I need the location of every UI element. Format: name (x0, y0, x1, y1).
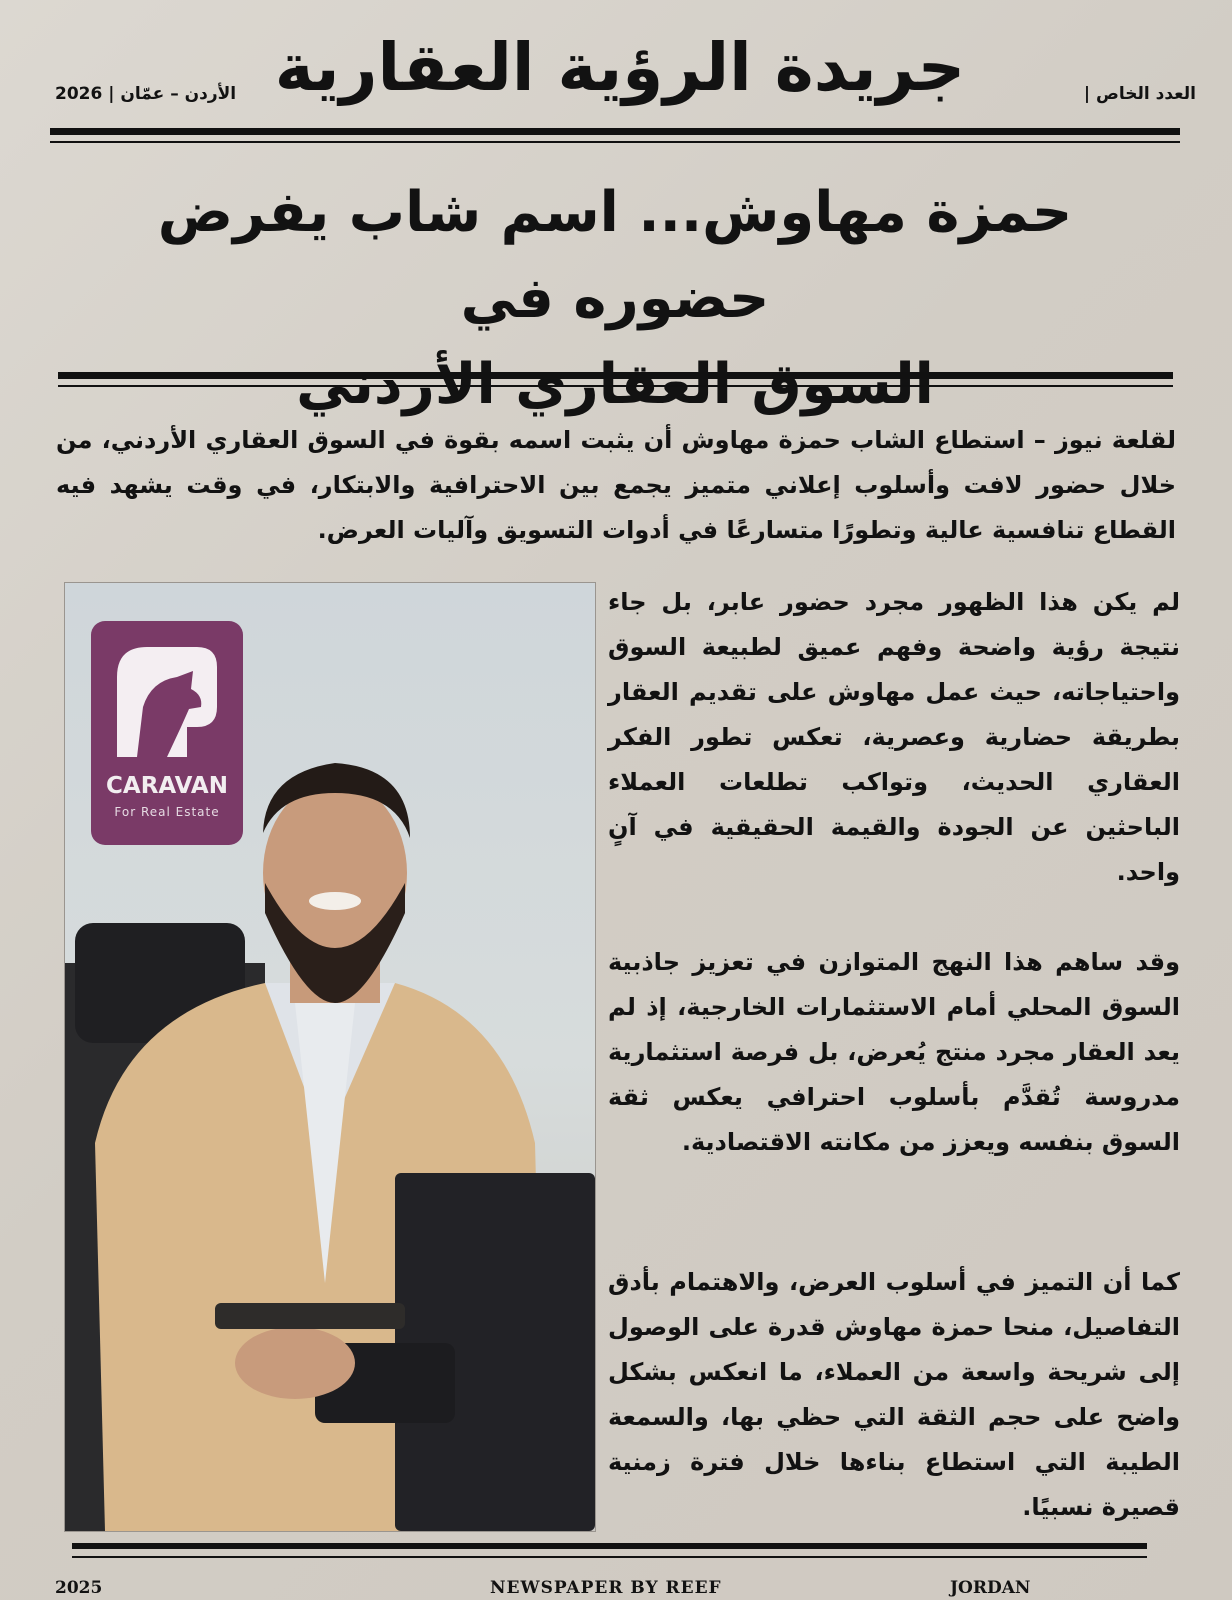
horse-head-icon (107, 637, 227, 767)
article-paragraph-2: وقد ساهم هذا النهج المتوازن في تعزيز جاذبية السوق المحلي أمام الاستثمارات الخارجية، إذ لم يعد العقار مجرد منتج يُعرض، بل فرصة استثمارية مدروسة تُقدَّم بأسلوب احترافي يعكس ثقة السوق بنفسه ويعزز من مكانته الاقتصادية. (608, 948, 1180, 1156)
masthead-rule-thick (50, 128, 1180, 135)
footer-credit: NEWSPAPER BY REEF (490, 1578, 722, 1598)
footer-right: JORDAN (950, 1578, 1031, 1598)
masthead-rule-thin (50, 141, 1180, 143)
article-paragraph-1: لم يكن هذا الظهور مجرد حضور عابر، بل جاء نتيجة رؤية واضحة وفهم عميق لطبيعة السوق واحتياجاته، حيث عمل مهاوش على تقديم العقار بطريقة حضارية وعصرية، تعكس تطور الفكر العقاري الحديث، وتواكب تطلعات العملاء الباحثين عن الجودة والقيمة الحقيقية في آنٍ واحد. (608, 588, 1180, 886)
footer-year: 2025 (55, 1578, 103, 1598)
headline-line-1: حمزة مهاوش... اسم شاب يفرض حضوره في (157, 180, 1073, 331)
masthead-title: جريدة الرؤية العقارية (274, 29, 966, 106)
headline-rule-thin (58, 385, 1173, 387)
article-lead: لقلعة نيوز – استطاع الشاب حمزة مهاوش أن يثبت اسمه بقوة في السوق العقاري الأردني، من خلال حضور لافت وأسلوب إعلاني متميز يجمع بين الاحترافية والابتكار، في وقت يشهد فيه القطاع تنافسية عالية وتطورًا متسارعًا في أدوات التسويق وآليات العرض. (56, 426, 1176, 544)
location-year: الأردن – عمّان | 2026 (55, 84, 237, 104)
logo-tagline: For Real Estate (114, 805, 220, 819)
portrait-photo (64, 582, 596, 1532)
article-headline (70, 170, 1160, 428)
article-paragraph-3: كما أن التميز في أسلوب العرض، والاهتمام بأدق التفاصيل، منحا حمزة مهاوش قدرة على الوصول إلى شريحة واسعة من العملاء، ما انعكس بشكل واضح على حجم الثقة التي حظي بها، والسمعة الطيبة التي استطاع بناءها خلال فترة زمنية قصيرة نسبيًا. (608, 1268, 1180, 1521)
headline-rule-thick (58, 372, 1173, 379)
issue-label: العدد الخاص | (1083, 84, 1196, 104)
logo-name: CARAVAN (106, 773, 228, 799)
caravan-logo (91, 621, 243, 845)
footer-rule-thin (72, 1556, 1147, 1558)
footer-rule-thick (72, 1543, 1147, 1549)
